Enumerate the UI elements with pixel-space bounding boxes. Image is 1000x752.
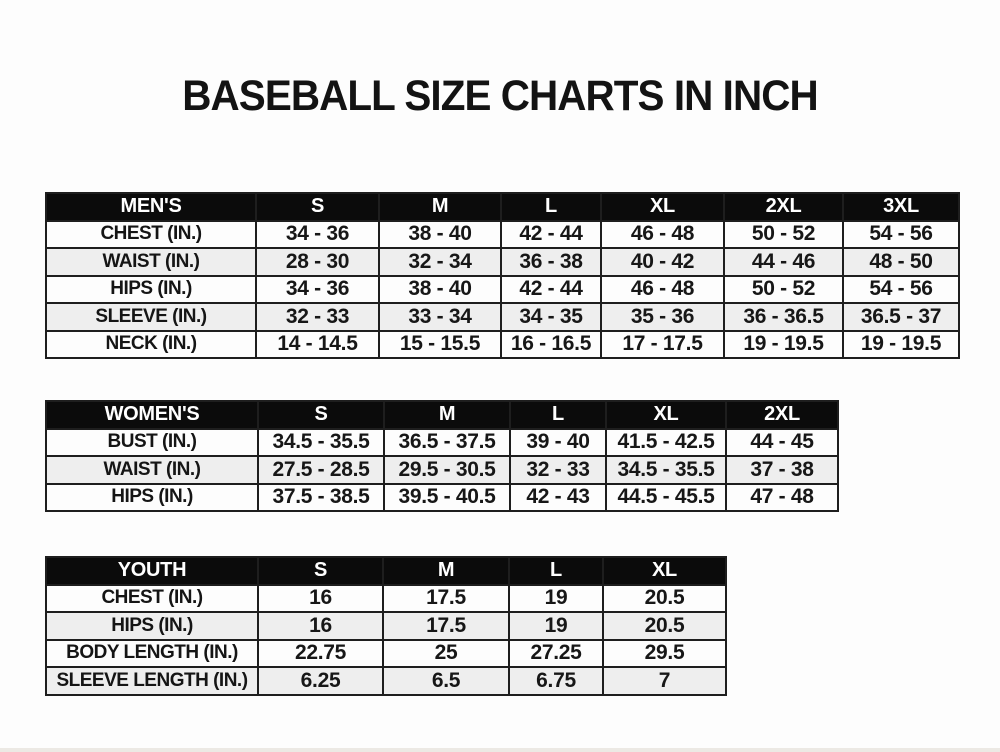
size-header-cell: L [510, 401, 606, 429]
size-value-cell: 6.25 [258, 667, 383, 695]
table-title-cell: WOMEN'S [46, 401, 258, 429]
size-value-cell: 44 - 46 [724, 248, 843, 276]
size-value-cell: 54 - 56 [843, 221, 959, 249]
size-value-cell: 39 - 40 [510, 429, 606, 457]
size-table-header-row [46, 557, 726, 585]
measurement-label-cell: BUST (IN.) [46, 429, 258, 457]
size-value-cell: 32 - 33 [256, 303, 379, 331]
size-value-cell: 27.25 [509, 640, 603, 668]
size-value-cell: 19 - 19.5 [843, 331, 959, 359]
mens-size-table [45, 192, 960, 359]
size-value-cell: 38 - 40 [379, 221, 501, 249]
size-value-cell: 6.5 [383, 667, 509, 695]
size-header-cell: 2XL [724, 193, 843, 221]
size-value-cell: 17.5 [383, 585, 509, 613]
size-value-cell: 19 [509, 612, 603, 640]
measurement-row [46, 429, 838, 457]
size-value-cell: 19 - 19.5 [724, 331, 843, 359]
size-header-cell: M [384, 401, 510, 429]
size-value-cell: 19 [509, 585, 603, 613]
size-value-cell: 28 - 30 [256, 248, 379, 276]
size-value-cell: 36.5 - 37 [843, 303, 959, 331]
size-value-cell: 32 - 33 [510, 456, 606, 484]
size-value-cell: 7 [603, 667, 726, 695]
size-value-cell: 17 - 17.5 [601, 331, 724, 359]
measurement-row [46, 612, 726, 640]
size-value-cell: 50 - 52 [724, 276, 843, 304]
size-value-cell: 42 - 44 [501, 276, 601, 304]
size-header-cell: XL [606, 401, 726, 429]
size-value-cell: 42 - 43 [510, 484, 606, 512]
size-value-cell: 34 - 36 [256, 221, 379, 249]
size-value-cell: 50 - 52 [724, 221, 843, 249]
size-value-cell: 20.5 [603, 585, 726, 613]
measurement-label-cell: SLEEVE (IN.) [46, 303, 256, 331]
measurement-row [46, 303, 959, 331]
page-title: BASEBALL SIZE CHARTS IN INCH [182, 72, 818, 120]
measurement-row [46, 331, 959, 359]
measurement-label-cell: WAIST (IN.) [46, 248, 256, 276]
size-value-cell: 46 - 48 [601, 276, 724, 304]
size-value-cell: 39.5 - 40.5 [384, 484, 510, 512]
size-value-cell: 17.5 [383, 612, 509, 640]
size-table-header-row [46, 193, 959, 221]
size-header-cell: M [379, 193, 501, 221]
size-value-cell: 27.5 - 28.5 [258, 456, 384, 484]
size-value-cell: 41.5 - 42.5 [606, 429, 726, 457]
size-value-cell: 16 - 16.5 [501, 331, 601, 359]
size-value-cell: 40 - 42 [601, 248, 724, 276]
womens-size-table [45, 400, 839, 512]
measurement-label-cell: NECK (IN.) [46, 331, 256, 359]
size-value-cell: 34 - 35 [501, 303, 601, 331]
size-value-cell: 37 - 38 [726, 456, 838, 484]
size-header-cell: XL [603, 557, 726, 585]
measurement-row [46, 484, 838, 512]
size-value-cell: 38 - 40 [379, 276, 501, 304]
size-value-cell: 36 - 38 [501, 248, 601, 276]
measurement-label-cell: WAIST (IN.) [46, 456, 258, 484]
measurement-row [46, 456, 838, 484]
measurement-row [46, 276, 959, 304]
size-value-cell: 48 - 50 [843, 248, 959, 276]
size-value-cell: 15 - 15.5 [379, 331, 501, 359]
size-value-cell: 36 - 36.5 [724, 303, 843, 331]
size-value-cell: 29.5 [603, 640, 726, 668]
size-header-cell: XL [601, 193, 724, 221]
size-header-cell: M [383, 557, 509, 585]
measurement-label-cell: HIPS (IN.) [46, 484, 258, 512]
size-value-cell: 42 - 44 [501, 221, 601, 249]
size-value-cell: 14 - 14.5 [256, 331, 379, 359]
measurement-row [46, 221, 959, 249]
size-value-cell: 22.75 [258, 640, 383, 668]
size-value-cell: 35 - 36 [601, 303, 724, 331]
measurement-label-cell: HIPS (IN.) [46, 276, 256, 304]
size-header-cell: S [258, 557, 383, 585]
measurement-label-cell: CHEST (IN.) [46, 585, 258, 613]
size-value-cell: 44 - 45 [726, 429, 838, 457]
size-value-cell: 34.5 - 35.5 [606, 456, 726, 484]
size-header-cell: L [509, 557, 603, 585]
size-value-cell: 16 [258, 612, 383, 640]
size-value-cell: 6.75 [509, 667, 603, 695]
size-value-cell: 44.5 - 45.5 [606, 484, 726, 512]
size-table-header-row [46, 401, 838, 429]
image-edge-artifact [0, 748, 1000, 752]
size-value-cell: 34.5 - 35.5 [258, 429, 384, 457]
size-value-cell: 20.5 [603, 612, 726, 640]
size-value-cell: 32 - 34 [379, 248, 501, 276]
size-header-cell: L [501, 193, 601, 221]
size-value-cell: 46 - 48 [601, 221, 724, 249]
measurement-label-cell: BODY LENGTH (IN.) [46, 640, 258, 668]
measurement-row [46, 667, 726, 695]
size-header-cell: 3XL [843, 193, 959, 221]
size-value-cell: 37.5 - 38.5 [258, 484, 384, 512]
youth-size-table [45, 556, 727, 696]
size-value-cell: 16 [258, 585, 383, 613]
measurement-label-cell: SLEEVE LENGTH (IN.) [46, 667, 258, 695]
table-title-cell: YOUTH [46, 557, 258, 585]
size-value-cell: 36.5 - 37.5 [384, 429, 510, 457]
measurement-label-cell: CHEST (IN.) [46, 221, 256, 249]
size-header-cell: S [256, 193, 379, 221]
table-title-cell: MEN'S [46, 193, 256, 221]
measurement-row [46, 585, 726, 613]
size-value-cell: 33 - 34 [379, 303, 501, 331]
measurement-row [46, 248, 959, 276]
size-header-cell: 2XL [726, 401, 838, 429]
size-value-cell: 47 - 48 [726, 484, 838, 512]
measurement-label-cell: HIPS (IN.) [46, 612, 258, 640]
size-value-cell: 29.5 - 30.5 [384, 456, 510, 484]
size-value-cell: 25 [383, 640, 509, 668]
size-value-cell: 34 - 36 [256, 276, 379, 304]
measurement-row [46, 640, 726, 668]
size-value-cell: 54 - 56 [843, 276, 959, 304]
size-header-cell: S [258, 401, 384, 429]
